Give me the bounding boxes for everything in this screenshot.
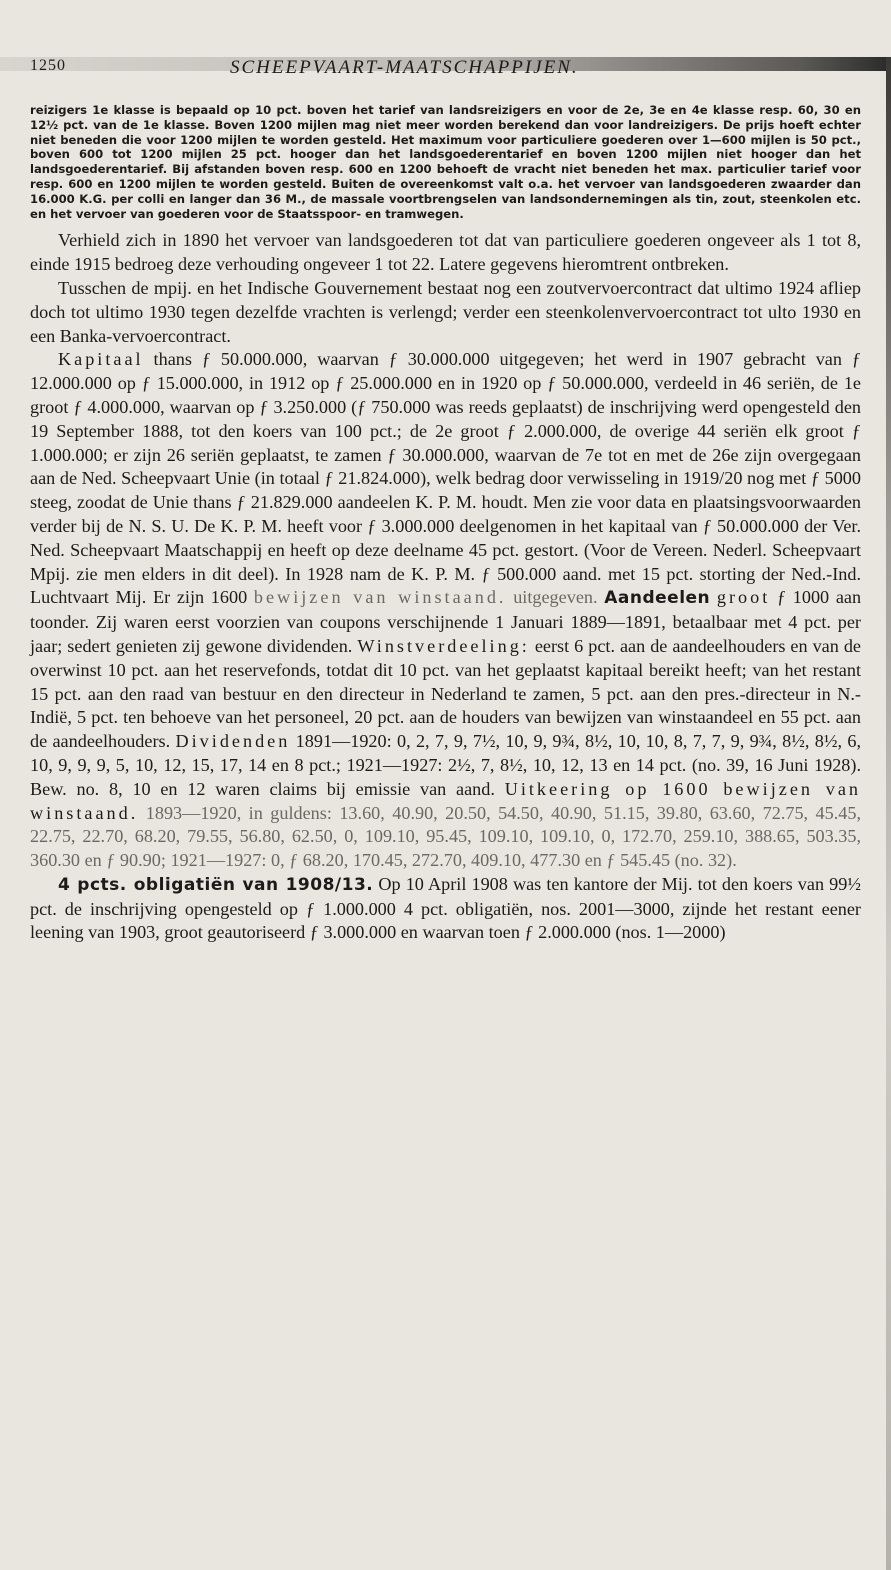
bonds-text: Op 10 April 1908 was ten kantore der Mij. tot den koers van 99½ pct. de inschrijving opengesteld op ƒ 1.000.000 4 pct. obligatiën, nos. 2001—3000, zijnde het restant eener leening van 1903, groot geautoriseerd ƒ 3.000.000 en waarvan toen ƒ 2.000.000 (nos. 1—2000): [30, 873, 861, 943]
page-number: 1250: [30, 57, 66, 74]
scan-right-edge: [886, 57, 891, 1570]
shares-heading: Aandeelen: [604, 588, 711, 609]
payout-label: Uitkeering op 1600 bewijzen van winstaand.: [30, 778, 862, 823]
running-head: [30, 57, 861, 97]
shares-groot: groot: [716, 587, 771, 608]
main-text: [30, 229, 861, 945]
shares-text: ƒ 1000 aan toonder. Zij waren eerst voorzien van coupons verschijnende 1 Januari 1889—1891, betaalbaar met 4 pct. per jaar; sedert genieten zij gewone dividenden.: [30, 587, 862, 656]
dividends-text: 1891—1920: 0, 2, 7, 9, 7½, 10, 9, 9¾, 8½, 10, 10, 8, 7, 7, 9, 9¾, 8½, 8½, 6, 10, 9, 9, 9, 5, 10, 12, 15, 17, 14 en 8 pct.; 1921—1927: 2½, 7, 8½, 10, 12, 13 en 14 pct. (no. 39, 16 Juni 1928). Bew. no. 8, 10 en 12 waren claims bij emissie van aand.: [30, 731, 862, 799]
running-title: SCHEEPVAART-MAATSCHAPPIJEN.: [230, 57, 579, 78]
page: [0, 57, 891, 1570]
bonds-heading: 4 pcts. obligatiën van 1908/13.: [58, 874, 374, 895]
profit-split-text: eerst 6 pct. aan de aandeelhouders en van de overwinst 10 pct. aan het reservefonds, totdat dit 10 pct. van het geplaatst kapitaal bereikt heeft; van het restant 15 pct. aan den raad van bestuur en den directeur in Nederland te zamen, 5 pct. aan den pres.-directeur in N.-Indië, 5 pct. ten behoeve van het personeel, 20 pct. aan de houders van bewijzen van winstaandeel en 55 pct. aan de aandeelhouders.: [30, 635, 861, 752]
dividends-label: Dividenden: [175, 731, 291, 752]
capital-tail: uitgegeven.: [513, 587, 598, 608]
paragraph-transport-ratio: Verhield zich in 1890 het vervoer van landsgoederen tot dat van particuliere goederen ongeveer als 1 tot 8, einde 1915 bedroeg deze verhouding ongeveer 1 tot 22. Latere gegevens hieromtrent ontbreken.: [30, 230, 861, 275]
paragraph-capital: [30, 348, 861, 873]
bewijzen-label: bewijzen van winstaand.: [253, 587, 507, 608]
payout-text: 1893—1920, in guldens: 13.60, 40.90, 20.50, 54.50, 40.90, 51.15, 39.80, 63.60, 72.75, 45.45, 22.75, 22.70, 68.20, 79.55, 56.80, 62.50, 0, 109.10, 95.45, 109.10, 109.10, 0, 172.70, 259.10, 388.65, 503.35, 360.30 en ƒ 90.90; 1921—1927: 0, ƒ 68.20, 170.45, 272.70, 409.10, 477.30 en ƒ 545.45 (no. 32).: [30, 802, 862, 871]
tariff-note: reizigers 1e klasse is bepaald op 10 pct. boven het tarief van landsreizigers en voor de 2e, 3e en 4e klasse resp. 60, 30 en 12½ pct. van de 1e klasse. Boven 1200 mijlen mag niet meer worden berekend dan voor landreizigers. De prijs hoeft echter niet beneden die voor 1200 mijlen te worden gesteld. Het maximum voor particuliere goederen over 1—600 mijlen is 50 pct., boven 600 tot 1200 mijlen 25 pct. hooger dan het landsgoederentarief en boven 1200 mijlen niet hooger dan het landsgoederentarief. Bij afstanden boven resp. 600 en 1200 behoeft de vracht niet beneden het max. particulier tarief voor resp. 600 en 1200 mijlen te worden gesteld. Buiten de overeenkomst valt o.a. het vervoer van landsgoederen zwaarder dan 16.000 K.G. per colli en langer dan 36 M., de massale voortbrengselen van landsondernemingen als tin, zout, steenkolen etc. en het vervoer van goederen voor de Staatsspoor- en tramwegen.: [30, 103, 861, 221]
paragraph-bonds: [30, 873, 861, 945]
capital-text: thans ƒ 50.000.000, waarvan ƒ 30.000.000 uitgegeven; het werd in 1907 gebracht van ƒ 12.000.000 op ƒ 15.000.000, in 1912 op ƒ 25.000.000 en in 1920 op ƒ 50.000.000, verdeeld in 46 seriën, de 1e groot ƒ 4.000.000, waarvan op ƒ 3.250.000 (ƒ 750.000 was reeds geplaatst) de inschrijving werd opengesteld den 19 September 1888, tot den koers van 100 pct.; de 2e groot ƒ 2.000.000, de overige 44 seriën elk groot ƒ 1.000.000; er zijn 26 seriën geplaatst, te zamen ƒ 30.000.000, waarvan de 7e tot en met de 26e zijn overgegaan aan de Ned. Scheepvaart Unie (in totaal ƒ 21.824.000), welk bedrag door verwisseling in 1919/20 nog met ƒ 5000 steeg, zoodat de Unie thans ƒ 21.829.000 aandeelen K. P. M. houdt. Men zie voor data en plaatsingsvoorwaarden verder bij de N. S. U. De K. P. M. heeft voor ƒ 3.000.000 deelgenomen in het kapitaal van ƒ 50.000.000 der Ver. Ned. Scheepvaart Maatschappij en heeft op deze deelname 45 pct. gestort. (Voor de Vereen. Nederl. Scheepvaart Mpij. zie men elders in dit deel). In 1928 nam de K. P. M. ƒ 500.000 aand. met 15 pct. storting der Ned.-Ind. Luchtvaart Mij. Er zijn 1600: [30, 349, 861, 608]
paragraph-contracts: Tusschen de mpij. en het Indische Gouvernement bestaat nog een zoutvervoercontract dat ultimo 1924 afliep doch tot ultimo 1930 tegen dezelfde vrachten is verlengd; verder een steenkolenvervoercontract tot ulto 1930 en een Banka-vervoercontract.: [30, 277, 861, 346]
profit-split-label: Winstverdeeling:: [357, 635, 530, 656]
capital-label: Kapitaal: [58, 349, 144, 370]
